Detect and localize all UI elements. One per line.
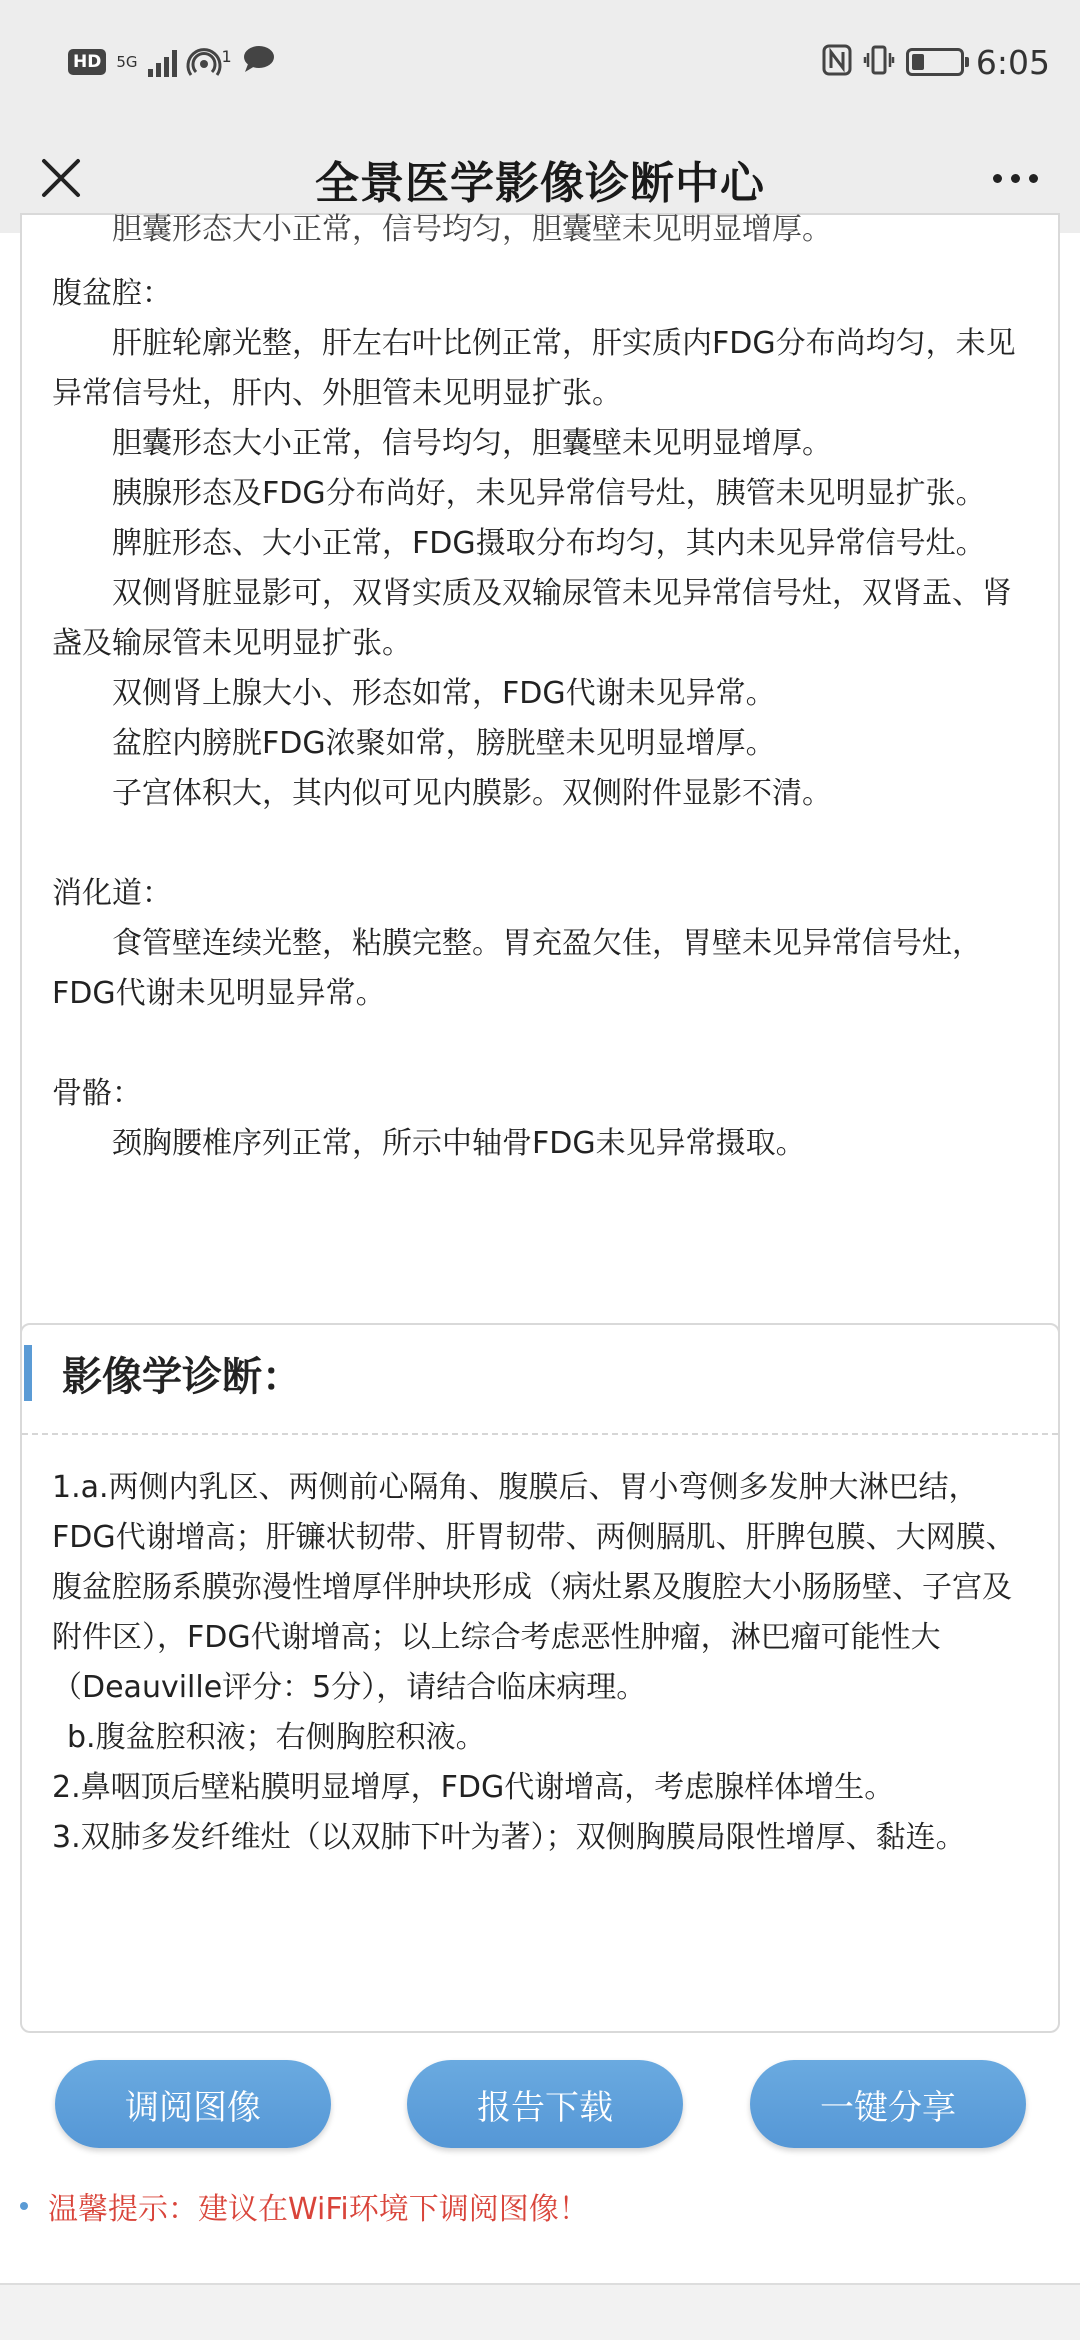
hotspot-count: 1	[221, 47, 232, 66]
diagnosis-item: b.腹盆腔积液；右侧胸腔积液。	[67, 1720, 486, 1755]
finding-paragraph: 肝脏轮廓光整，肝左右叶比例正常，肝实质内FDG分布尚均匀，未见异常信号灶，肝内、外胆管未见明显扩张。	[52, 326, 1016, 411]
diagnosis-title: 影像学诊断：	[62, 1354, 302, 1400]
battery-icon	[906, 48, 964, 76]
diagnosis-text	[52, 1463, 1036, 1863]
finding-paragraph: 食管壁连续光整，粘膜完整。胃充盈欠佳，胃壁未见异常信号灶，FDG代谢未见明显异常。	[52, 926, 982, 1011]
finding-paragraph: 子宫体积大，其内似可见内膜影。双侧附件显影不清。	[112, 776, 832, 811]
diagnosis-header	[22, 1325, 1058, 1435]
section-heading: 消化道：	[52, 876, 172, 911]
hotspot-icon	[187, 47, 232, 77]
finding-paragraph: 脾脏形态、大小正常，FDG摄取分布均匀，其内未见异常信号灶。	[112, 526, 986, 561]
section-heading: 腹盆腔：	[52, 276, 172, 311]
finding-paragraph: 双侧肾上腺大小、形态如常，FDG代谢未见异常。	[112, 676, 776, 711]
status-bar	[0, 0, 1080, 125]
finding-paragraph: 双侧肾脏显影可，双肾实质及双输尿管未见异常信号灶，双肾盂、肾盏及输尿管未见明显扩张。	[52, 576, 1012, 661]
finding-paragraph: 颈胸腰椎序列正常，所示中轴骨FDG未见异常摄取。	[112, 1126, 806, 1161]
findings-cut-line: 胆囊形态大小正常，信号均匀，胆囊壁未见明显增厚。	[112, 212, 832, 247]
more-options-button[interactable]	[980, 147, 1050, 209]
network-5g-label	[116, 52, 138, 71]
battery-level	[912, 54, 924, 70]
wifi-tip	[20, 2181, 589, 2231]
close-icon	[41, 158, 81, 198]
message-bubble-icon	[242, 44, 276, 80]
more-dot-icon	[1011, 174, 1020, 183]
clock: 6:05	[975, 42, 1050, 82]
status-left	[68, 40, 276, 84]
network-type: 5G	[116, 52, 138, 71]
more-dot-icon	[993, 174, 1002, 183]
view-images-button[interactable]: 调阅图像	[55, 2060, 331, 2148]
finding-paragraph: 盆腔内膀胱FDG浓聚如常，膀胱壁未见明显增厚。	[112, 726, 776, 761]
finding-paragraph: 胆囊形态大小正常，信号均匀，胆囊壁未见明显增厚。	[112, 426, 832, 461]
share-button[interactable]: 一键分享	[750, 2060, 1026, 2148]
nfc-icon	[822, 44, 852, 80]
bottom-area	[0, 2285, 1080, 2340]
diagnosis-item: 2.鼻咽顶后壁粘膜明显增厚，FDG代谢增高，考虑腺样体增生。	[52, 1770, 895, 1805]
section-heading: 骨骼：	[52, 1076, 142, 1111]
bullet-icon	[20, 2202, 28, 2210]
report-content[interactable]	[0, 212, 1080, 2285]
signal-icon	[148, 47, 177, 77]
finding-paragraph: 胰腺形态及FDG分布尚好，未见异常信号灶，胰管未见明显扩张。	[112, 476, 986, 511]
close-button[interactable]	[30, 147, 92, 209]
findings-text	[52, 212, 1028, 1169]
wifi-tip-text: 温馨提示：建议在WiFi环境下调阅图像！	[48, 2192, 589, 2227]
more-dot-icon	[1029, 174, 1038, 183]
diagnosis-item: 1.a.两侧内乳区、两侧前心隔角、腹膜后、胃小弯侧多发肿大淋巴结，FDG代谢增高；肝镰状韧带、肝胃韧带、两侧膈肌、肝脾包膜、大网膜、腹盆腔肠系膜弥漫性增厚伴肿块形成（病灶累及腹腔大小肠肠壁、子宫及附件区），FDG代谢增高；以上综合考虑恶性肿瘤，淋巴瘤可能性大（Deauville评分：5分），请结合临床病理。	[52, 1470, 1016, 1705]
diagnosis-card	[20, 1323, 1060, 2033]
download-report-button[interactable]: 报告下载	[407, 2060, 683, 2148]
diagnosis-item: 3.双肺多发纤维灶（以双肺下叶为著）；双侧胸膜局限性增厚、黏连。	[52, 1820, 966, 1855]
hd-badge: HD	[68, 49, 106, 75]
status-right	[822, 40, 1050, 84]
vibrate-icon	[864, 44, 894, 80]
page-title: 全景医学影像诊断中心	[315, 158, 765, 209]
diagnosis-accent-bar	[24, 1345, 32, 1401]
